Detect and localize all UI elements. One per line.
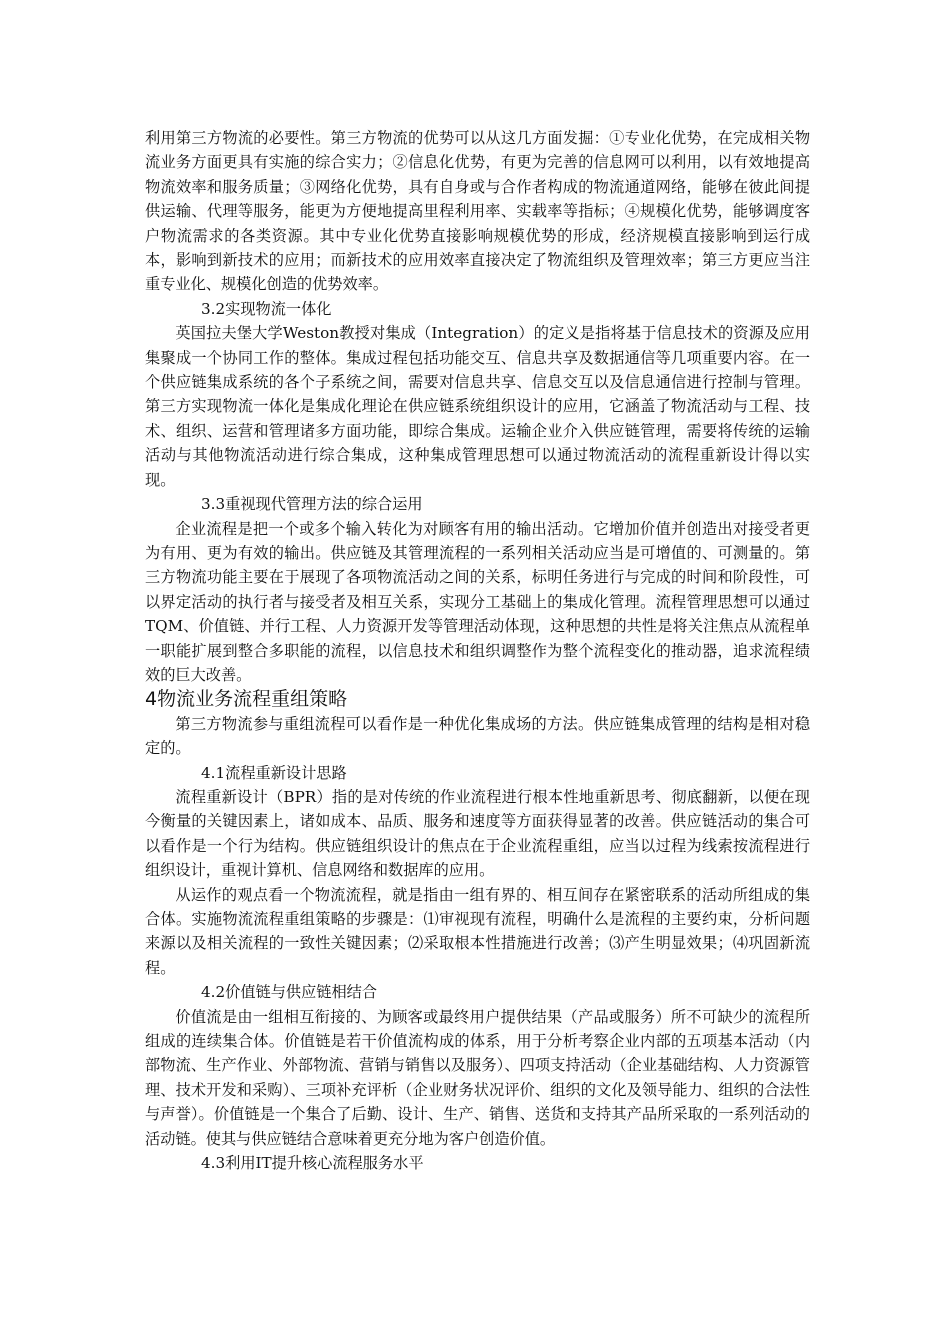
heading-4-2: 4.2价值链与供应链相结合 (201, 983, 378, 1002)
paragraph-4: 第三方物流参与重组流程可以看作是一种优化集成场的方法。供应链集成管理的结构是相对稳定的。 (145, 714, 810, 758)
heading-4-3: 4.3利用IT提升核心流程服务水平 (201, 1154, 424, 1173)
heading-3-3: 3.3重视现代管理方法的综合运用 (201, 495, 423, 514)
paragraph-intro: 利用第三方物流的必要性。第三方物流的优势可以从这几方面发掘：①专业化优势，在完成相关物流业务方面更具有实施的综合实力；②信息化优势，有更为完善的信息网可以利用，以有效地提高物流效率和服务质量；③网络化优势，具有自身或与合作者构成的物流通道网络，能够在彼此间提供运输、代理等服务，能更为方便地提高里程利用率、实载率等指标；④规模化优势，能够调度客户物流需求的各类资源。其中专业化优势直接影响规模优势的形成，经济规模直接影响到运行成本，影响到新技术的应用；而新技术的应用效率直接决定了物流组织及管理效率；第三方更应当注重专业化、规模化创造的优势效率。 (145, 129, 810, 294)
heading-4: 4物流业务流程重组策略 (145, 688, 348, 711)
paragraph-3-3: 企业流程是把一个或多个输入转化为对顾客有用的输出活动。它增加价值并创造出对接受者更为有用、更为有效的输出。供应链及其管理流程的一系列相关活动应当是可增值的、可测量的。第三方物流功能主要在于展现了各项物流活动之间的关系，标明任务进行与完成的时间和阶段性，可以界定活动的执行者与接受者及相互关系，实现分工基础上的集成化管理。流程管理思想可以通过TQM、价值链、并行工程、人力资源开发等管理活动体现，这种思想的共性是将关注焦点从流程单一职能扩展到整合多职能的流程，以信息技术和组织调整作为整个流程变化的推动器，追求流程绩效的巨大改善。 (145, 519, 810, 684)
paragraph-3-2: 英国拉夫堡大学Weston教授对集成（Integration）的定义是指将基于信息技术的资源及应用集聚成一个协同工作的整体。集成过程包括功能交互、信息共享及数据通信等几项重要内容。在一个供应链集成系统的各个子系统之间，需要对信息共享、信息交互以及信息通信进行控制与管理。第三方实现物流一体化是集成化理论在供应链系统组织设计的应用，它涵盖了物流活动与工程、技术、组织、运营和管理诸多方面功能，即综合集成。运输企业介入供应链管理，需要将传统的运输活动与其他物流活动进行综合集成，这种集成管理思想可以通过物流活动的流程重新设计得以实现。 (145, 324, 810, 489)
paragraph-4-2: 价值流是由一组相互衔接的、为顾客或最终用户提供结果（产品或服务）所不可缺少的流程所组成的连续集合体。价值链是若干价值流构成的体系，用于分析考察企业内部的五项基本活动（内部物流、生产作业、外部物流、营销与销售以及服务）、四项支持活动（企业基础结构、人力资源管理、技术开发和采购）、三项补充评析（企业财务状况评价、组织的文化及领导能力、组织的合法性与声誉）。价值链是一个集合了后勤、设计、生产、销售、送货和支持其产品所采取的一系列活动的活动链。使其与供应链结合意味着更充分地为客户创造价值。 (145, 1007, 810, 1148)
paragraph-4-1-b: 从运作的观点看一个物流流程，就是指由一组有界的、相互间存在紧密联系的活动所组成的集合体。实施物流流程重组策略的步骤是：⑴审视现有流程，明确什么是流程的主要约束，分析问题来源以及相关流程的一致性关键因素；⑵采取根本性措施进行改善；⑶产生明显效果；⑷巩固新流程。 (145, 885, 810, 977)
heading-4-1: 4.1流程重新设计思路 (201, 763, 347, 782)
paragraph-4-1-a: 流程重新设计（BPR）指的是对传统的作业流程进行根本性地重新思考、彻底翻新，以便在现今衡量的关键因素上，诸如成本、品质、服务和速度等方面获得显著的改善。供应链活动的集合可以看作是一个行为结构。供应链组织设计的焦点在于企业流程重组，应当以过程为线索按流程进行组织设计，重视计算机、信息网络和数据库的应用。 (145, 787, 810, 880)
heading-3-2: 3.2实现物流一体化 (201, 299, 332, 318)
